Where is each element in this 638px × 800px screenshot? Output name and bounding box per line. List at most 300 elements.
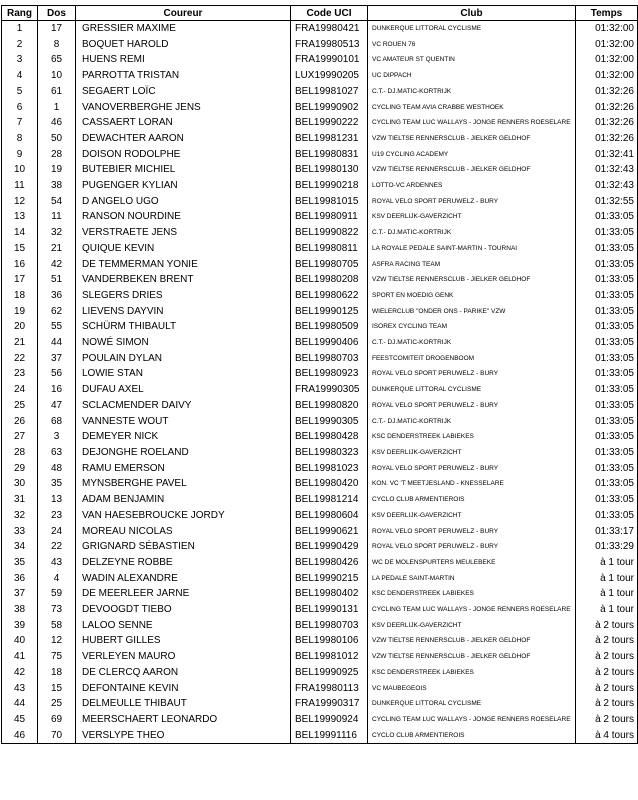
uci-code-cell: BEL19980130: [291, 162, 368, 178]
bib-cell: 51: [38, 272, 76, 288]
header-dos: Dos: [38, 6, 76, 21]
time-cell: 01:33:05: [576, 288, 638, 304]
rider-name-cell: LIEVENS DAYVIN: [76, 304, 291, 320]
club-cell: VZW TIELTSE RENNERSCLUB - JIELKER GELDHOF: [368, 649, 576, 665]
club-cell: WIELERCLUB "ONDER ONS - PARIKE" VZW: [368, 304, 576, 320]
header-code-uci: Code UCI: [291, 6, 368, 21]
bib-cell: 23: [38, 508, 76, 524]
club-cell: ROYAL VELO SPORT PERUWELZ - BURY: [368, 461, 576, 477]
bib-cell: 65: [38, 52, 76, 68]
time-cell: 01:32:43: [576, 178, 638, 194]
time-cell: à 1 tour: [576, 571, 638, 587]
uci-code-cell: BEL19980509: [291, 319, 368, 335]
table-row: [2, 571, 638, 587]
uci-code-cell: LUX19990205: [291, 68, 368, 84]
bib-cell: 16: [38, 382, 76, 398]
rider-name-cell: MYNSBERGHE PAVEL: [76, 476, 291, 492]
club-cell: KSC DENDERSTREEK LABIEKES: [368, 429, 576, 445]
club-cell: UC DIPPACH: [368, 68, 576, 84]
table-row: [2, 476, 638, 492]
uci-code-cell: BEL19981023: [291, 461, 368, 477]
uci-code-cell: BEL19990822: [291, 225, 368, 241]
table-row: [2, 147, 638, 163]
bib-cell: 46: [38, 115, 76, 131]
time-cell: 01:32:43: [576, 162, 638, 178]
time-cell: 01:33:05: [576, 241, 638, 257]
club-cell: VZW TIELTSE RENNERSCLUB - JIELKER GELDHOF: [368, 633, 576, 649]
rank-cell: 15: [2, 241, 38, 257]
rank-cell: 3: [2, 52, 38, 68]
bib-cell: 32: [38, 225, 76, 241]
uci-code-cell: BEL19980323: [291, 445, 368, 461]
bib-cell: 50: [38, 131, 76, 147]
rider-name-cell: GRESSIER MAXIME: [76, 21, 291, 37]
table-row: [2, 445, 638, 461]
table-row: [2, 728, 638, 744]
rider-name-cell: DELMEULLE THIBAUT: [76, 696, 291, 712]
table-row: [2, 586, 638, 602]
club-cell: C.T.- DJ.MATIC-KORTRIJK: [368, 335, 576, 351]
uci-code-cell: BEL19991116: [291, 728, 368, 744]
bib-cell: 25: [38, 696, 76, 712]
uci-code-cell: BEL19990218: [291, 178, 368, 194]
rider-name-cell: ADAM BENJAMIN: [76, 492, 291, 508]
bib-cell: 37: [38, 351, 76, 367]
time-cell: 01:33:05: [576, 445, 638, 461]
uci-code-cell: BEL19981012: [291, 649, 368, 665]
time-cell: 01:33:05: [576, 461, 638, 477]
rank-cell: 5: [2, 84, 38, 100]
rank-cell: 44: [2, 696, 38, 712]
club-cell: DUNKERQUE LITTORAL CYCLISME: [368, 382, 576, 398]
table-row: [2, 414, 638, 430]
rider-name-cell: RAMU EMERSON: [76, 461, 291, 477]
rider-name-cell: BOQUET HAROLD: [76, 37, 291, 53]
club-cell: SPORT EN MOEDIG GENK: [368, 288, 576, 304]
bib-cell: 21: [38, 241, 76, 257]
rider-name-cell: DELZEYNE ROBBE: [76, 555, 291, 571]
bib-cell: 59: [38, 586, 76, 602]
time-cell: 01:33:05: [576, 366, 638, 382]
rank-cell: 28: [2, 445, 38, 461]
uci-code-cell: BEL19980703: [291, 351, 368, 367]
rank-cell: 37: [2, 586, 38, 602]
rank-cell: 16: [2, 257, 38, 273]
uci-code-cell: BEL19990131: [291, 602, 368, 618]
table-row: [2, 84, 638, 100]
table-row: [2, 241, 638, 257]
rider-name-cell: VERSLYPE THEO: [76, 728, 291, 744]
bib-cell: 3: [38, 429, 76, 445]
club-cell: KSV DEERLIJK-GAVERZICHT: [368, 445, 576, 461]
uci-code-cell: BEL19980820: [291, 398, 368, 414]
club-cell: VZW TIELTSE RENNERSCLUB - JIELKER GELDHOF: [368, 162, 576, 178]
time-cell: 01:33:05: [576, 398, 638, 414]
rank-cell: 34: [2, 539, 38, 555]
uci-code-cell: BEL19980402: [291, 586, 368, 602]
uci-code-cell: BEL19990406: [291, 335, 368, 351]
bib-cell: 63: [38, 445, 76, 461]
club-cell: KSC DENDERSTREEK LABIEKES: [368, 586, 576, 602]
bib-cell: 38: [38, 178, 76, 194]
uci-code-cell: BEL19990215: [291, 571, 368, 587]
rider-name-cell: LALOO SENNE: [76, 618, 291, 634]
rider-name-cell: DE CLERCQ AARON: [76, 665, 291, 681]
bib-cell: 15: [38, 681, 76, 697]
club-cell: KSV DEERLIJK-GAVERZICHT: [368, 508, 576, 524]
rider-name-cell: QUIQUE KEVIN: [76, 241, 291, 257]
time-cell: à 4 tours: [576, 728, 638, 744]
rank-cell: 18: [2, 288, 38, 304]
table-row: [2, 508, 638, 524]
rider-name-cell: SCHÜRM THIBAULT: [76, 319, 291, 335]
bib-cell: 56: [38, 366, 76, 382]
table-row: [2, 272, 638, 288]
bib-cell: 62: [38, 304, 76, 320]
bib-cell: 35: [38, 476, 76, 492]
uci-code-cell: BEL19980604: [291, 508, 368, 524]
time-cell: 01:32:26: [576, 100, 638, 116]
time-cell: 01:33:05: [576, 382, 638, 398]
table-row: [2, 288, 638, 304]
bib-cell: 44: [38, 335, 76, 351]
time-cell: 01:32:00: [576, 52, 638, 68]
club-cell: U19 CYCLING ACADEMY: [368, 147, 576, 163]
uci-code-cell: BEL19990924: [291, 712, 368, 728]
time-cell: à 2 tours: [576, 649, 638, 665]
bib-cell: 69: [38, 712, 76, 728]
time-cell: 01:33:05: [576, 225, 638, 241]
rider-name-cell: DOISON RODOLPHE: [76, 147, 291, 163]
bib-cell: 47: [38, 398, 76, 414]
club-cell: ROYAL VELO SPORT PERUWELZ - BURY: [368, 524, 576, 540]
time-cell: 01:32:00: [576, 68, 638, 84]
rank-cell: 41: [2, 649, 38, 665]
club-cell: KON. VC 'T MEETJESLAND - KNESSELARE: [368, 476, 576, 492]
rank-cell: 11: [2, 178, 38, 194]
uci-code-cell: BEL19990925: [291, 665, 368, 681]
results-body: [2, 21, 638, 744]
rider-name-cell: HUBERT GILLES: [76, 633, 291, 649]
club-cell: CYCLING TEAM LUC WALLAYS - JONGE RENNERS ROESELARE: [368, 602, 576, 618]
rank-cell: 39: [2, 618, 38, 634]
time-cell: 01:32:55: [576, 194, 638, 210]
rank-cell: 21: [2, 335, 38, 351]
rider-name-cell: DEJONGHE ROELAND: [76, 445, 291, 461]
bib-cell: 17: [38, 21, 76, 37]
uci-code-cell: BEL19980622: [291, 288, 368, 304]
time-cell: à 2 tours: [576, 712, 638, 728]
bib-cell: 54: [38, 194, 76, 210]
rank-cell: 36: [2, 571, 38, 587]
table-row: [2, 555, 638, 571]
uci-code-cell: BEL19980911: [291, 209, 368, 225]
bib-cell: 28: [38, 147, 76, 163]
rider-name-cell: DEVOOGDT TIEBO: [76, 602, 291, 618]
rider-name-cell: D ANGELO UGO: [76, 194, 291, 210]
table-row: [2, 398, 638, 414]
time-cell: 01:33:05: [576, 272, 638, 288]
rider-name-cell: GRIGNARD SÉBASTIEN: [76, 539, 291, 555]
table-row: [2, 21, 638, 37]
rider-name-cell: SEGAERT LOÏC: [76, 84, 291, 100]
club-cell: CYCLING TEAM AVIA CRABBE WESTHOEK: [368, 100, 576, 116]
rank-cell: 4: [2, 68, 38, 84]
uci-code-cell: BEL19980428: [291, 429, 368, 445]
uci-code-cell: BEL19980831: [291, 147, 368, 163]
rank-cell: 12: [2, 194, 38, 210]
table-row: [2, 351, 638, 367]
rider-name-cell: CASSAERT LORAN: [76, 115, 291, 131]
table-row: [2, 366, 638, 382]
club-cell: ROYAL VELO SPORT PERUWELZ - BURY: [368, 398, 576, 414]
uci-code-cell: BEL19980208: [291, 272, 368, 288]
bib-cell: 43: [38, 555, 76, 571]
time-cell: 01:32:26: [576, 131, 638, 147]
rank-cell: 13: [2, 209, 38, 225]
rider-name-cell: POULAIN DYLAN: [76, 351, 291, 367]
uci-code-cell: FRA19980113: [291, 681, 368, 697]
rider-name-cell: VANNESTE WOUT: [76, 414, 291, 430]
rank-cell: 14: [2, 225, 38, 241]
table-row: [2, 131, 638, 147]
uci-code-cell: BEL19980923: [291, 366, 368, 382]
uci-code-cell: BEL19981027: [291, 84, 368, 100]
club-cell: ROYAL VELO SPORT PERUWELZ - BURY: [368, 194, 576, 210]
bib-cell: 19: [38, 162, 76, 178]
club-cell: VC MAUBEGEOIS: [368, 681, 576, 697]
time-cell: à 2 tours: [576, 665, 638, 681]
rank-cell: 6: [2, 100, 38, 116]
rank-cell: 7: [2, 115, 38, 131]
uci-code-cell: BEL19990305: [291, 414, 368, 430]
rider-name-cell: VERLEYEN MAURO: [76, 649, 291, 665]
uci-code-cell: BEL19981214: [291, 492, 368, 508]
rider-name-cell: LOWIE STAN: [76, 366, 291, 382]
rank-cell: 22: [2, 351, 38, 367]
club-cell: DUNKERQUE LITTORAL CYCLISME: [368, 21, 576, 37]
uci-code-cell: BEL19981015: [291, 194, 368, 210]
table-row: [2, 52, 638, 68]
bib-cell: 11: [38, 209, 76, 225]
header-club: Club: [368, 6, 576, 21]
bib-cell: 75: [38, 649, 76, 665]
uci-code-cell: BEL19980420: [291, 476, 368, 492]
time-cell: 01:32:41: [576, 147, 638, 163]
uci-code-cell: BEL19990222: [291, 115, 368, 131]
bib-cell: 1: [38, 100, 76, 116]
uci-code-cell: BEL19990429: [291, 539, 368, 555]
time-cell: 01:33:05: [576, 414, 638, 430]
rider-name-cell: VERSTRAETE JENS: [76, 225, 291, 241]
rider-name-cell: DE MEERLEER JARNE: [76, 586, 291, 602]
uci-code-cell: BEL19981231: [291, 131, 368, 147]
uci-code-cell: BEL19980426: [291, 555, 368, 571]
table-row: [2, 461, 638, 477]
uci-code-cell: BEL19990621: [291, 524, 368, 540]
table-row: [2, 602, 638, 618]
header-rang: Rang: [2, 6, 38, 21]
club-cell: VZW TIELTSE RENNERSCLUB - JIELKER GELDHOF: [368, 131, 576, 147]
club-cell: LA PEDALE SAINT-MARTIN: [368, 571, 576, 587]
club-cell: ROYAL VELO SPORT PERUWELZ - BURY: [368, 366, 576, 382]
rank-cell: 42: [2, 665, 38, 681]
rider-name-cell: VAN HAESEBROUCKE JORDY: [76, 508, 291, 524]
time-cell: 01:33:05: [576, 351, 638, 367]
time-cell: 01:33:17: [576, 524, 638, 540]
time-cell: 01:33:29: [576, 539, 638, 555]
table-row: [2, 68, 638, 84]
time-cell: 01:32:00: [576, 21, 638, 37]
time-cell: 01:33:05: [576, 304, 638, 320]
club-cell: VZW TIELTSE RENNERSCLUB - JIELKER GELDHOF: [368, 272, 576, 288]
time-cell: 01:33:05: [576, 429, 638, 445]
club-cell: ROYAL VELO SPORT PERUWELZ - BURY: [368, 539, 576, 555]
rank-cell: 33: [2, 524, 38, 540]
bib-cell: 36: [38, 288, 76, 304]
uci-code-cell: FRA19980421: [291, 21, 368, 37]
rank-cell: 46: [2, 728, 38, 744]
bib-cell: 58: [38, 618, 76, 634]
time-cell: à 1 tour: [576, 586, 638, 602]
uci-code-cell: BEL19980106: [291, 633, 368, 649]
uci-code-cell: BEL19990902: [291, 100, 368, 116]
rank-cell: 31: [2, 492, 38, 508]
rider-name-cell: PUGENGER KYLIAN: [76, 178, 291, 194]
table-row: [2, 492, 638, 508]
table-row: [2, 37, 638, 53]
club-cell: CYCLING TEAM LUC WALLAYS - JONGE RENNERS ROESELARE: [368, 115, 576, 131]
bib-cell: 24: [38, 524, 76, 540]
bib-cell: 48: [38, 461, 76, 477]
rank-cell: 29: [2, 461, 38, 477]
time-cell: 01:32:26: [576, 84, 638, 100]
club-cell: C.T.- DJ.MATIC-KORTRIJK: [368, 225, 576, 241]
time-cell: à 1 tour: [576, 555, 638, 571]
time-cell: à 2 tours: [576, 618, 638, 634]
table-row: [2, 162, 638, 178]
time-cell: 01:33:05: [576, 476, 638, 492]
table-row: [2, 681, 638, 697]
club-cell: CYCLO CLUB ARMENTIEROIS: [368, 728, 576, 744]
club-cell: KSC DENDERSTREEK LABIEKES: [368, 665, 576, 681]
uci-code-cell: FRA19980513: [291, 37, 368, 53]
club-cell: KSV DEERLIJK-GAVERZICHT: [368, 618, 576, 634]
rank-cell: 19: [2, 304, 38, 320]
rider-name-cell: DEFONTAINE KEVIN: [76, 681, 291, 697]
time-cell: à 2 tours: [576, 696, 638, 712]
club-cell: WC DE MOLENSPURTERS MEULEBEKE: [368, 555, 576, 571]
rank-cell: 26: [2, 414, 38, 430]
rider-name-cell: VANDERBEKEN BRENT: [76, 272, 291, 288]
rank-cell: 20: [2, 319, 38, 335]
table-row: [2, 524, 638, 540]
table-row: [2, 712, 638, 728]
bib-cell: 8: [38, 37, 76, 53]
table-row: [2, 194, 638, 210]
time-cell: 01:33:05: [576, 335, 638, 351]
rider-name-cell: DUFAU AXEL: [76, 382, 291, 398]
club-cell: C.T.- DJ.MATIC-KORTRIJK: [368, 414, 576, 430]
time-cell: à 2 tours: [576, 633, 638, 649]
club-cell: LOTTO-VC ARDENNES: [368, 178, 576, 194]
rider-name-cell: MEERSCHAERT LEONARDO: [76, 712, 291, 728]
results-table: [1, 5, 638, 744]
club-cell: FEESTCOMITEIT DROGENBOOM: [368, 351, 576, 367]
uci-code-cell: FRA19990317: [291, 696, 368, 712]
rank-cell: 30: [2, 476, 38, 492]
uci-code-cell: FRA19990101: [291, 52, 368, 68]
club-cell: VC ROUEN 76: [368, 37, 576, 53]
club-cell: DUNKERQUE LITTORAL CYCLISME: [368, 696, 576, 712]
table-row: [2, 178, 638, 194]
club-cell: CYCLING TEAM LUC WALLAYS - JONGE RENNERS ROESELARE: [368, 712, 576, 728]
bib-cell: 22: [38, 539, 76, 555]
bib-cell: 73: [38, 602, 76, 618]
bib-cell: 13: [38, 492, 76, 508]
uci-code-cell: BEL19980705: [291, 257, 368, 273]
time-cell: 01:33:05: [576, 257, 638, 273]
table-row: [2, 618, 638, 634]
table-row: [2, 225, 638, 241]
rank-cell: 38: [2, 602, 38, 618]
club-cell: ISOREX CYCLING TEAM: [368, 319, 576, 335]
bib-cell: 68: [38, 414, 76, 430]
header-row: [2, 6, 638, 21]
bib-cell: 42: [38, 257, 76, 273]
rank-cell: 10: [2, 162, 38, 178]
table-row: [2, 319, 638, 335]
uci-code-cell: BEL19990125: [291, 304, 368, 320]
table-row: [2, 649, 638, 665]
club-cell: VC AMATEUR ST QUENTIN: [368, 52, 576, 68]
rider-name-cell: SCLACMENDER DAIVY: [76, 398, 291, 414]
bib-cell: 61: [38, 84, 76, 100]
rank-cell: 24: [2, 382, 38, 398]
table-row: [2, 335, 638, 351]
table-row: [2, 257, 638, 273]
club-cell: CYCLO CLUB ARMENTIEROIS: [368, 492, 576, 508]
rank-cell: 2: [2, 37, 38, 53]
rider-name-cell: WADIN ALEXANDRE: [76, 571, 291, 587]
rider-name-cell: VANOVERBERGHE JENS: [76, 100, 291, 116]
rider-name-cell: MOREAU NICOLAS: [76, 524, 291, 540]
rider-name-cell: DEWACHTER AARON: [76, 131, 291, 147]
time-cell: 01:32:00: [576, 37, 638, 53]
bib-cell: 10: [38, 68, 76, 84]
club-cell: ASFRA RACING TEAM: [368, 257, 576, 273]
rank-cell: 1: [2, 21, 38, 37]
table-row: [2, 115, 638, 131]
table-row: [2, 633, 638, 649]
rank-cell: 43: [2, 681, 38, 697]
bib-cell: 70: [38, 728, 76, 744]
rank-cell: 23: [2, 366, 38, 382]
table-row: [2, 304, 638, 320]
rank-cell: 45: [2, 712, 38, 728]
bib-cell: 18: [38, 665, 76, 681]
time-cell: 01:33:05: [576, 492, 638, 508]
table-row: [2, 665, 638, 681]
time-cell: 01:33:05: [576, 508, 638, 524]
club-cell: C.T.- DJ.MATIC-KORTRIJK: [368, 84, 576, 100]
rank-cell: 27: [2, 429, 38, 445]
rider-name-cell: HUENS REMI: [76, 52, 291, 68]
table-row: [2, 209, 638, 225]
rider-name-cell: PARROTTA TRISTAN: [76, 68, 291, 84]
header-coureur: Coureur: [76, 6, 291, 21]
rank-cell: 17: [2, 272, 38, 288]
